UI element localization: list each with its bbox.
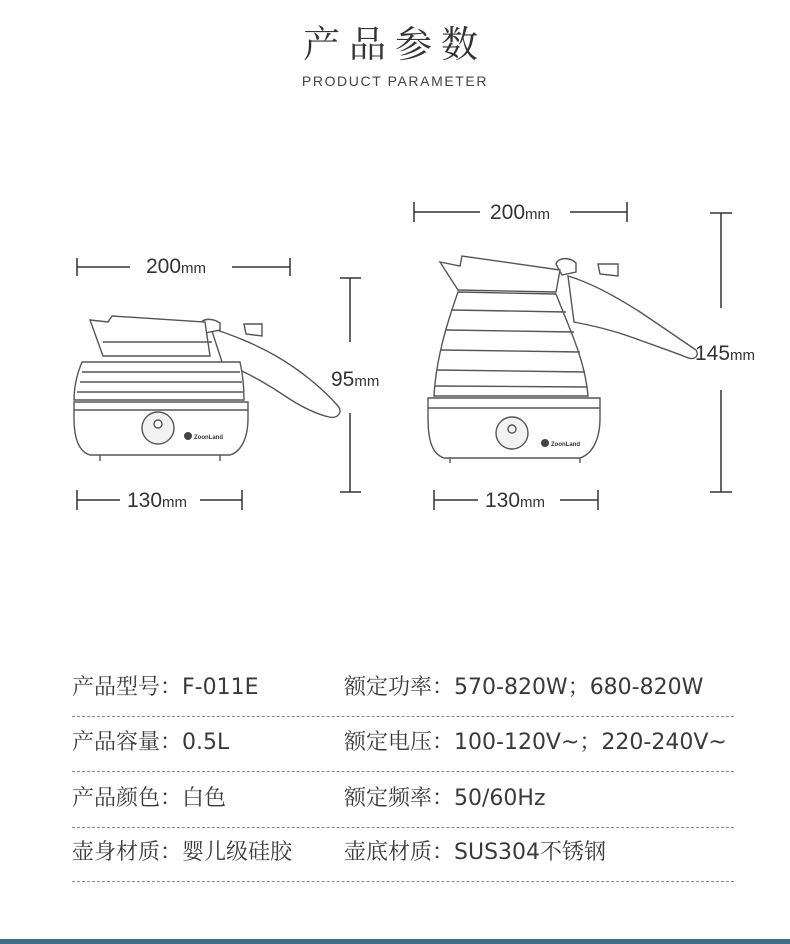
spec-row [72, 717, 734, 772]
spec-label: 产品容量： [72, 730, 183, 755]
spec-label: 壶底材质： [344, 840, 455, 865]
folded-width-base-label: 130mm [127, 489, 188, 512]
spec-value: F-011E [182, 675, 259, 700]
spec-base-material [344, 835, 606, 866]
expanded-height-label: 145mm [695, 342, 756, 365]
spec-value: SUS304不锈钢 [454, 840, 607, 865]
page-subtitle: PRODUCT PARAMETER [301, 73, 489, 89]
spec-rated-frequency [344, 781, 546, 812]
spec-row [72, 662, 734, 717]
spec-model [72, 670, 259, 701]
page-title: 产品参数 [303, 23, 487, 66]
spec-value: 570-820W；680-820W [454, 675, 704, 700]
folded-logo: ZoonLand [194, 435, 223, 441]
expanded-width-top-label: 200mm [490, 201, 551, 224]
expanded-logo: ZoonLand [551, 442, 580, 448]
spec-value: 白色 [182, 786, 227, 811]
spec-label: 额定电压： [344, 730, 455, 755]
spec-body-material [72, 835, 292, 866]
spec-label: 额定功率： [344, 675, 455, 700]
bottom-accent-bar [0, 939, 790, 944]
spec-value: 50/60Hz [454, 786, 546, 811]
spec-row [72, 773, 734, 828]
expanded-width-base-label: 130mm [485, 489, 546, 512]
spec-rated-power [344, 670, 703, 701]
spec-label: 产品颜色： [72, 786, 183, 811]
spec-capacity [72, 725, 229, 756]
spec-value: 0.5L [182, 730, 230, 755]
expanded-kettle-drawing [428, 256, 697, 463]
spec-label: 壶身材质： [72, 840, 183, 865]
spec-value: 婴儿级硅胶 [182, 840, 293, 865]
spec-label: 额定频率： [344, 786, 455, 811]
folded-height-label: 95mm [331, 368, 380, 391]
spec-value: 100-120V~；220-240V~ [454, 730, 727, 755]
spec-color [72, 781, 226, 812]
folded-width-top-label: 200mm [146, 255, 207, 278]
spec-rated-voltage [344, 725, 727, 756]
spec-row [72, 827, 734, 882]
spec-label: 产品型号： [72, 675, 183, 700]
dimension-diagram [0, 190, 790, 520]
